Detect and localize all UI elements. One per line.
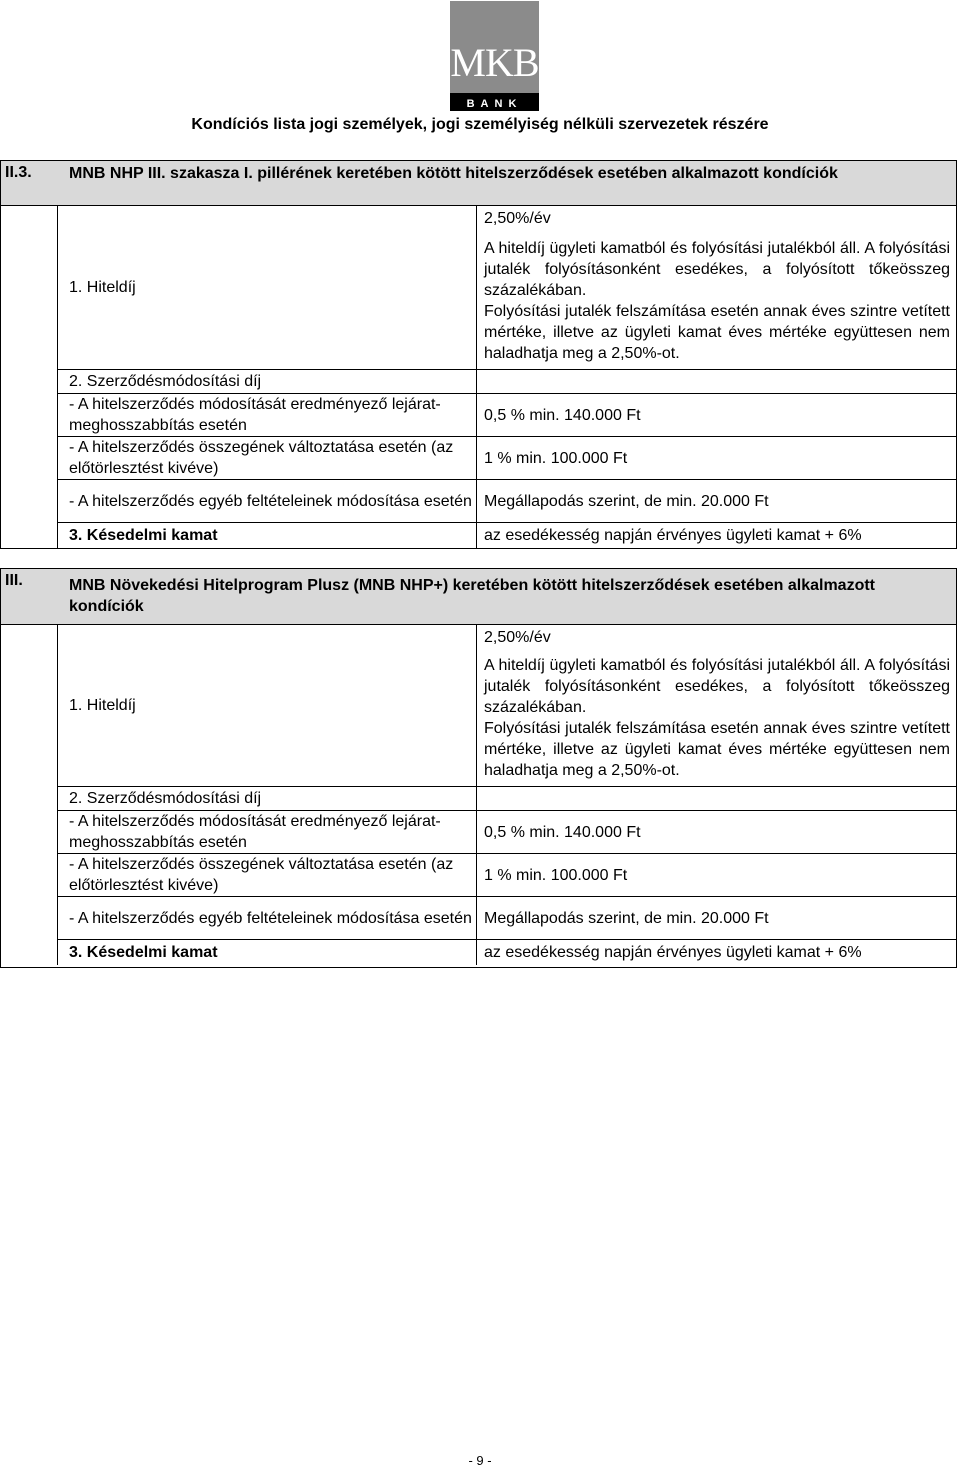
table-row-mod-item	[58, 854, 956, 897]
mod-item-value: Megállapodás szerint, de min. 20.000 Ft	[484, 909, 769, 927]
mod-item-value: 0,5 % min. 140.000 Ft	[484, 406, 641, 424]
table-row-mod-item	[58, 480, 956, 523]
fee-description-2: Folyósítási jutalék felszámítása esetén annak éves szintre vetített mértéke, illetve az ügyleti kamat éves mértéke együttesen nem haladhatja meg a 2,50%-ot.	[484, 720, 950, 779]
mod-item-value: 1 % min. 100.000 Ft	[484, 449, 628, 467]
mkb-bank-logo	[450, 1, 539, 111]
section-header	[1, 569, 956, 625]
table-row-mod-header	[58, 787, 956, 811]
section-header	[1, 161, 956, 206]
conditions-table	[57, 625, 956, 965]
fee-rate: 2,50%/év	[484, 629, 551, 646]
mod-item-label: - A hitelszerződés összegének változtatása esetén (az előtörlesztést kivéve)	[58, 437, 477, 479]
table-row-late-interest	[58, 523, 956, 548]
logo-text: MKB	[450, 40, 539, 85]
late-label: Késedelmi kamat	[86, 944, 218, 961]
section-nhp-iii	[0, 160, 957, 549]
mod-label-cell	[58, 787, 477, 810]
fee-number: 1.	[69, 697, 83, 714]
mod-label: Szerződésmódosítási díj	[86, 790, 262, 807]
fee-value-cell	[477, 625, 956, 786]
mod-item-label: - A hitelszerződés összegének változtatása esetén (az előtörlesztést kivéve)	[58, 854, 477, 896]
mod-number: 2.	[69, 790, 83, 807]
fee-rate: 2,50%/év	[484, 210, 551, 227]
mod-item-label: - A hitelszerződés egyéb feltételeinek módosítása esetén	[58, 897, 477, 939]
mod-item-label: - A hitelszerződés módosítását eredményező lejárat-meghosszabbítás esetén	[58, 811, 477, 853]
mod-item-label: - A hitelszerződés módosítását eredményező lejárat-meghosszabbítás esetén	[58, 394, 477, 436]
mod-item-label: - A hitelszerződés egyéb feltételeinek módosítása esetén	[58, 480, 477, 522]
late-number: 3.	[69, 527, 83, 544]
mod-item-value: 1 % min. 100.000 Ft	[484, 866, 628, 884]
mod-label-cell	[58, 370, 477, 393]
fee-label: Hiteldíj	[86, 697, 136, 714]
mod-item-value: Megállapodás szerint, de min. 20.000 Ft	[484, 492, 769, 510]
table-row-mod-item	[58, 437, 956, 480]
table-row-mod-item	[58, 897, 956, 940]
fee-label-cell	[58, 625, 477, 786]
late-value: az esedékesség napján érvényes ügyleti kamat + 6%	[484, 944, 862, 961]
table-row-late-interest	[58, 940, 956, 965]
mod-label: Szerződésmódosítási díj	[86, 373, 262, 390]
conditions-table	[57, 206, 956, 548]
document-title: Kondíciós lista jogi személyek, jogi személyiség nélküli szervezetek részére	[191, 116, 769, 133]
table-row-mod-item	[58, 811, 956, 854]
fee-number: 1.	[69, 279, 83, 296]
late-label: Késedelmi kamat	[86, 527, 218, 544]
fee-description-2: Folyósítási jutalék felszámítása esetén annak éves szintre vetített mértéke, illetve az ügyleti kamat éves mértéke együttesen nem haladhatja meg a 2,50%-ot.	[484, 303, 950, 362]
section-number: III.	[5, 572, 23, 589]
fee-label: Hiteldíj	[86, 279, 136, 296]
section-number: II.3.	[5, 164, 32, 181]
logo-subtext: BANK	[466, 98, 523, 110]
mod-value-cell	[477, 787, 956, 810]
section-nhp-plus	[0, 568, 957, 968]
table-row-fee	[58, 625, 956, 787]
page-number: - 9 -	[468, 1453, 492, 1468]
table-row-fee	[58, 206, 956, 370]
mod-value-cell	[477, 370, 956, 393]
fee-description-1: A hiteldíj ügyleti kamatból és folyósítási jutalékból áll. A folyósítási jutalék folyósításonként esedékes, a folyósított tőkeösszeg százalékában.	[484, 657, 950, 716]
mod-item-value: 0,5 % min. 140.000 Ft	[484, 823, 641, 841]
table-row-mod-header	[58, 370, 956, 394]
mod-number: 2.	[69, 373, 83, 390]
section-title: MNB Növekedési Hitelprogram Plusz (MNB NHP+) keretében kötött hitelszerződések esetében alkalmazott kondíciók	[69, 577, 875, 615]
fee-value-cell	[477, 206, 956, 369]
table-row-mod-item	[58, 394, 956, 437]
late-label-cell	[58, 940, 477, 965]
late-value: az esedékesség napján érvényes ügyleti kamat + 6%	[484, 527, 862, 544]
late-label-cell	[58, 523, 477, 548]
fee-label-cell	[58, 206, 477, 369]
fee-description-1: A hiteldíj ügyleti kamatból és folyósítási jutalékból áll. A folyósítási jutalék folyósításonként esedékes, a folyósított tőkeösszeg százalékában.	[484, 240, 950, 299]
late-number: 3.	[69, 944, 83, 961]
section-title: MNB NHP III. szakasza I. pillérének keretében kötött hitelszerződések esetében alkalmazott kondíciók	[69, 165, 838, 182]
